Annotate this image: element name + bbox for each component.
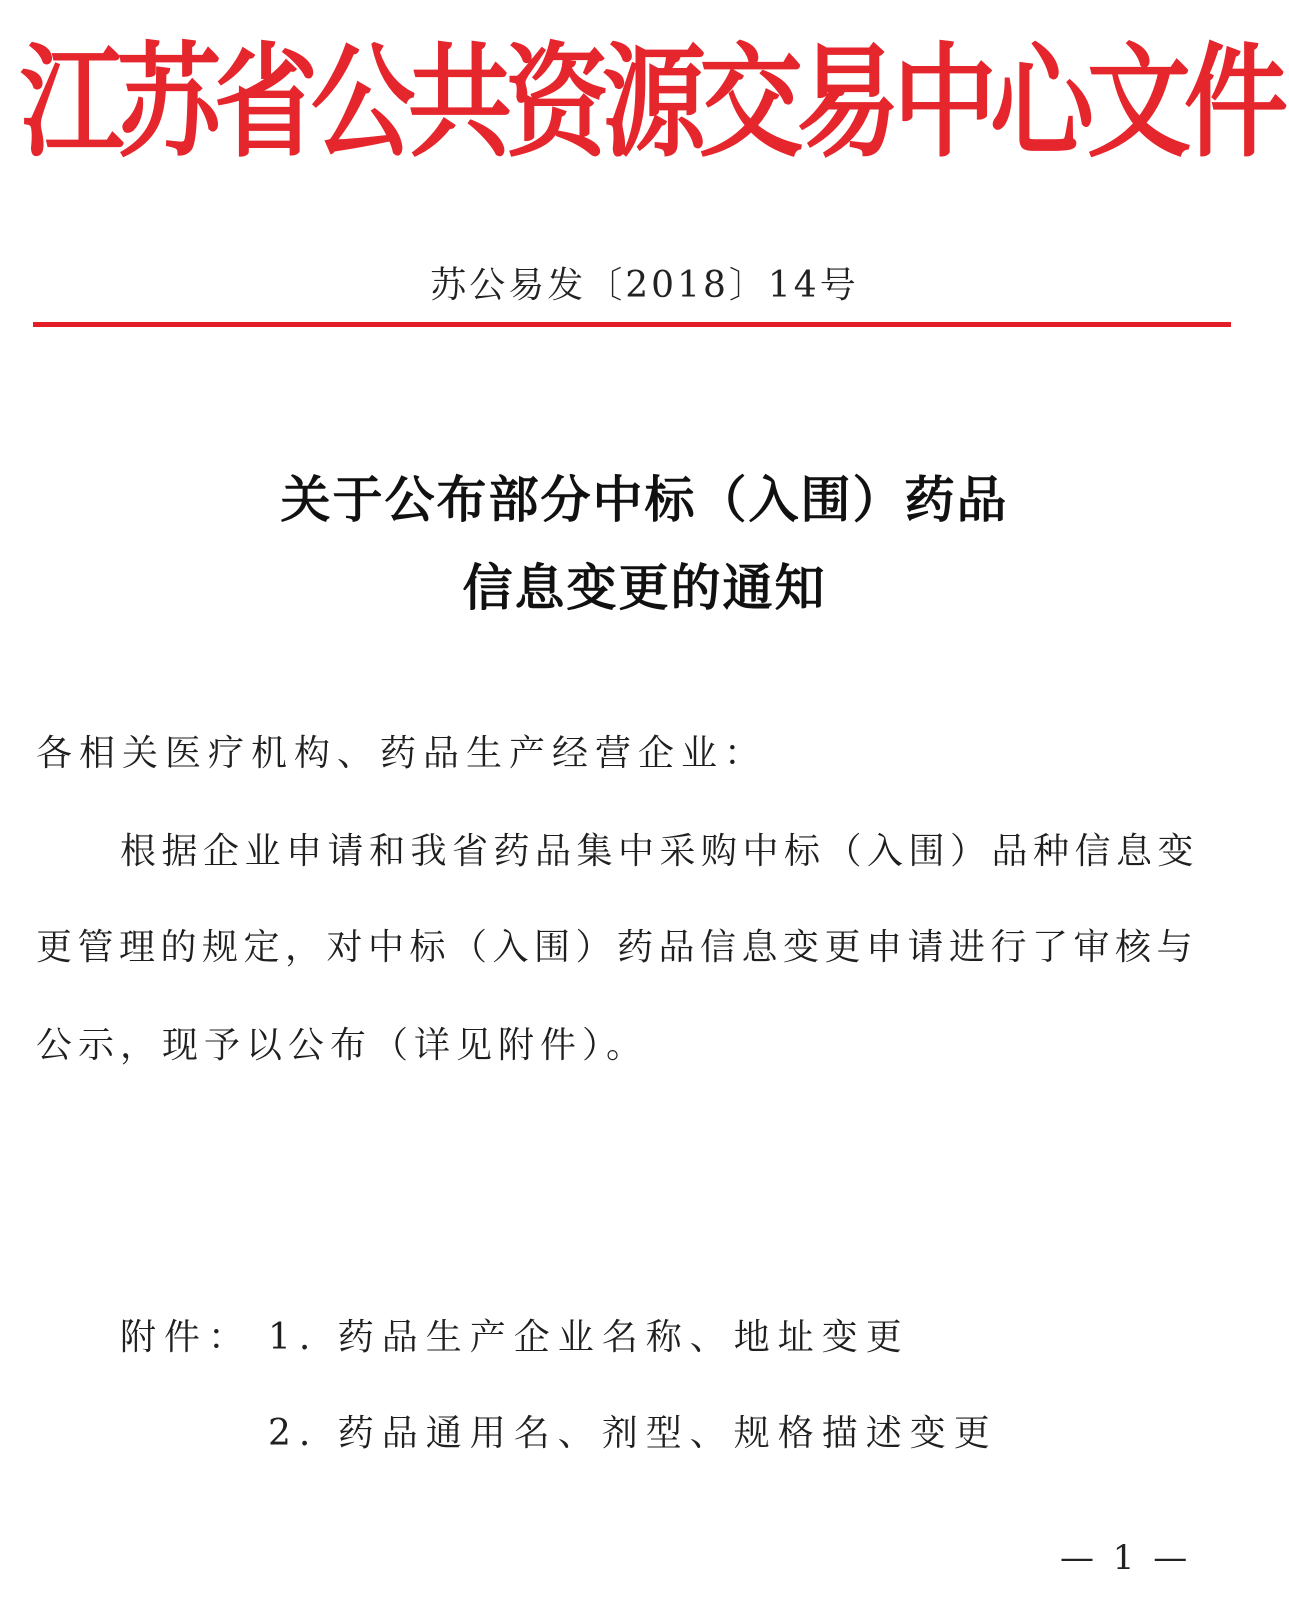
body-paragraph-line-2: 更管理的规定，对中标（入围）药品信息变更申请进行了审核与 xyxy=(36,927,1199,968)
salutation: 各相关医疗机构、药品生产经营企业： xyxy=(36,733,768,774)
red-divider-line xyxy=(33,322,1231,327)
document-number: 苏公易发〔2018〕14号 xyxy=(430,265,859,306)
attachment-item-1: 1. 药品生产企业名称、地址变更 xyxy=(268,1317,910,1358)
masthead-title: 江苏省公共资源交易中心文件 xyxy=(20,30,1282,175)
attachment-item-2: 2. 药品通用名、剂型、规格描述变更 xyxy=(268,1413,998,1454)
notice-title-line-1: 关于公布部分中标（入围）药品 xyxy=(280,471,1009,529)
body-paragraph-line-1: 根据企业申请和我省药品集中采购中标（入围）品种信息变 xyxy=(120,831,1200,872)
page-number: — 1 — xyxy=(1060,1538,1192,1578)
attachments-label: 附件： xyxy=(120,1317,253,1358)
body-paragraph-line-3: 公示，现予以公布（详见附件）。 xyxy=(36,1025,649,1066)
notice-title-line-2: 信息变更的通知 xyxy=(462,559,827,617)
